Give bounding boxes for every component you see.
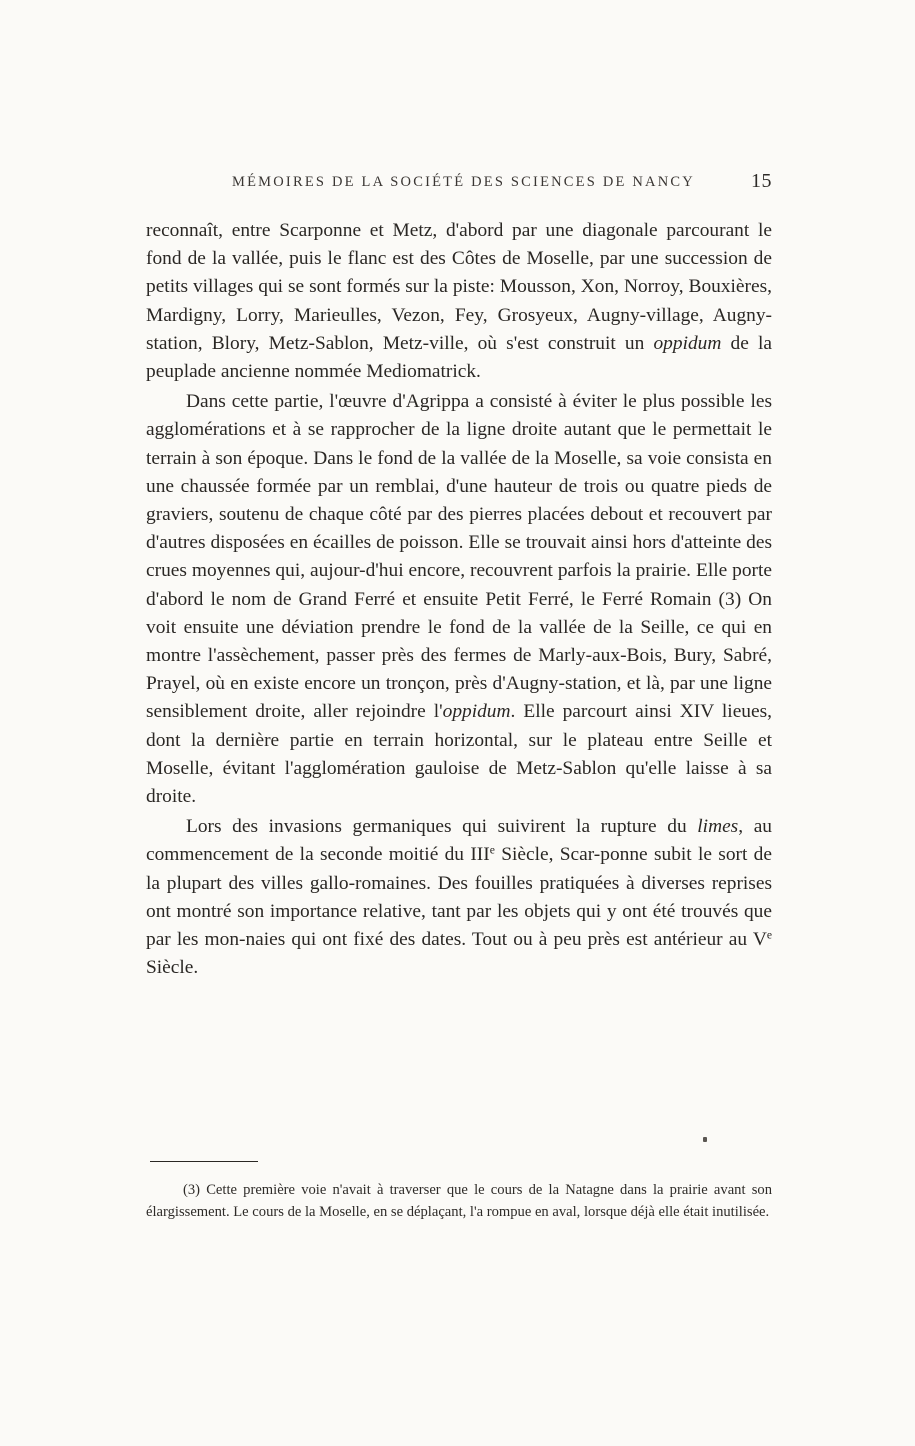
- paragraph-3-text-b: , au commencement de la seconde moitié du III: [146, 816, 773, 866]
- ink-speck: [703, 1137, 707, 1142]
- paragraph-3-italic: limes: [697, 816, 739, 838]
- paragraph-3-text-c: Siècle, Scar-ponne subit le sort de la plupart des villes gallo-romaines. Des fouilles pratiquées à diverses reprises ont montré son importance relative, tant par les objets qui y ont été trouvés que par les mon-naies qui ont fixé des dates. Tout ou à peu près est antérieur au V: [146, 844, 772, 951]
- page-header: [146, 170, 772, 196]
- page-number: 15: [751, 170, 772, 192]
- paragraph-1-text-a: reconnaît, entre Scarponne et Metz, d'abord par une diagonale parcourant le fond de la vallée, puis le flanc est des Côtes de Moselle, par une succession de petits villages qui se sont formés sur la piste: Mousson, Xon, Norroy, Bouxières, Mardigny, Lorry, Marieulles, Vezon, Fey, Grosyeux, Augny-village, Augny-station, Blory, Metz-Sablon, Metz-ville, où s'est construit un: [146, 220, 772, 354]
- superscript-1: e: [489, 844, 495, 858]
- paragraph-2: [146, 388, 772, 811]
- paragraph-1-text-b: de la peuplade ancienne nommée Mediomatrick.: [146, 332, 772, 383]
- paragraph-1: [146, 217, 772, 386]
- running-head: MÉMOIRES DE LA SOCIÉTÉ DES SCIENCES DE NANCY: [232, 174, 695, 190]
- footnote-rule: [150, 1161, 258, 1162]
- paragraph-1-italic: oppidum: [653, 332, 722, 354]
- paragraph-2-text-a: Dans cette partie, l'œuvre d'Agrippa a consisté à éviter le plus possible les agglomérations et à se rapprocher de la ligne droite autant que le permettait le terrain à son époque. Dans le fond de la vallée de la Moselle, sa voie consista en une chaussée formée par un remblai, d'une hauteur de trois ou quatre pieds de graviers, soutenu de chaque côté par des pierres placées debout et recouvert par d'autres disposées en écailles de poisson. Elle se trouvait ainsi hors d'atteinte des crues moyennes qui, aujour-d'hui encore, recouvrent parfois la prairie. Elle porte d'abord le nom de Grand Ferré et ensuite Petit Ferré, le Ferré Romain (3) On voit ensuite une déviation prendre le fond de la vallée de la Seille, ce qui en montre l'assèchement, passer près des fermes de Marly-aux-Bois, Bury, Sabré, Prayel, où en existe encore un tronçon, près d'Augny-station, et là, par une ligne sensiblement droite, aller rejoindre l': [146, 391, 772, 723]
- main-text: [146, 217, 772, 982]
- paragraph-2-italic: oppidum: [442, 701, 511, 723]
- paragraph-3: [146, 813, 772, 982]
- paragraph-3-text-a: Lors des invasions germaniques qui suivirent la rupture du: [186, 816, 698, 838]
- footnote: (3) Cette première voie n'avait à traverser que le cours de la Natagne dans la prairie avant son élargissement. Le cours de la Moselle, en se déplaçant, l'a rompue en aval, lorsque déjà elle était inutilisée.: [146, 1182, 772, 1220]
- paragraph-2-text-b: . Elle parcourt ainsi XIV lieues, dont la dernière partie en terrain horizontal, sur le plateau entre Seille et Moselle, évitant l'agglomération gauloise de Metz-Sablon qu'elle laisse à sa droite.: [146, 701, 772, 808]
- paragraph-3-text-d: Siècle.: [146, 957, 199, 979]
- superscript-2: e: [766, 928, 772, 942]
